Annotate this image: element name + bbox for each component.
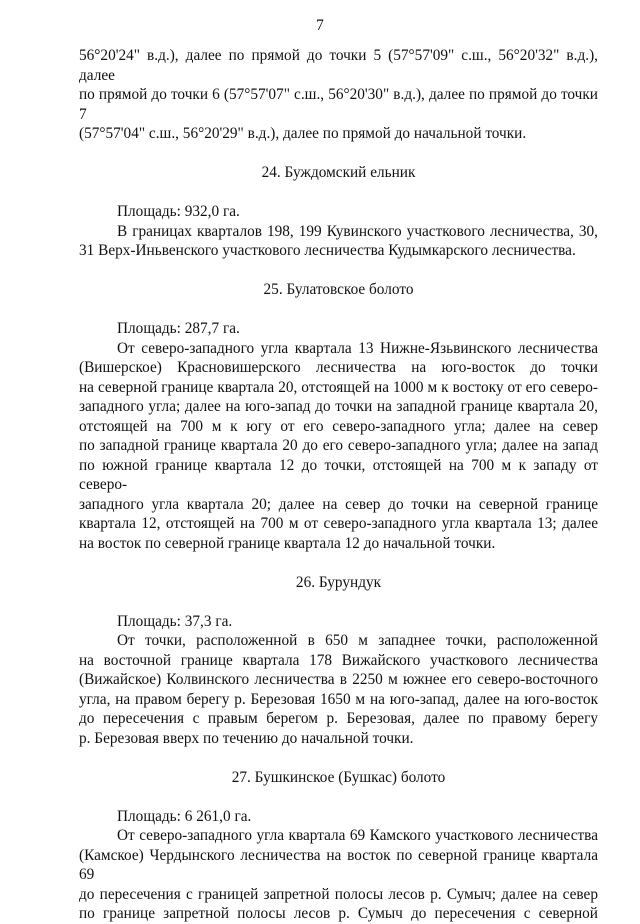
intro-line: 56°20'24" в.д.), далее по прямой до точки 5 (57°57'09" с.ш., 56°20'32" в.д.), далее [79, 47, 598, 84]
section-area: Площадь: 287,7 га. [117, 320, 240, 337]
section-line: до пересечения с правым берегом р. Березовая, далее по правому берегу [79, 710, 598, 727]
section-heading: 27. Бушкинское (Бушкас) болото [231, 768, 446, 786]
section-line: угла, на правом берегу р. Березовая 1650 м на юго-запад, далее на юго-восток [79, 690, 598, 708]
section-line: западного угла; далее на юго-запад до точки на западной границе квартала 20, [79, 398, 598, 415]
section-area: Площадь: 932,0 га. [117, 203, 240, 220]
section-line: по границе запретной полосы лесов р. Сумыч до пересечения с северной [79, 905, 598, 922]
section-line: (Вижайское) Колвинского лесничества в 2250 м южнее его северо-восточного [79, 671, 598, 688]
section-line: (Вишерское) Красновишерского лесничества на юго-восток до точки [79, 359, 598, 376]
section-line: на восток по северной границе квартала 12 до начальной точки. [79, 534, 496, 552]
section-line: на восточной границе квартала 178 Вижайского участкового лесничества [79, 651, 598, 669]
intro-line: (57°57'04" с.ш., 56°20'29" в.д.), далее по прямой до начальной точки. [79, 125, 527, 142]
section-line: квартала 12, отстоящей на 700 м от северо-западного угла квартала 13; далее [79, 515, 598, 532]
section-line: до пересечения с границей запретной полосы лесов р. Сумыч; далее на север [79, 885, 598, 903]
section-line: западного угла квартала 20; далее на север до точки на северной границе [79, 495, 598, 513]
section-line: по западной границе квартала 20 до его северо-западного угла; далее на запад [79, 437, 598, 454]
section-heading: 24. Буждомский ельник [261, 164, 416, 181]
section-area: Площадь: 37,3 га. [117, 612, 233, 630]
section-heading: 26. Бурундук [295, 573, 382, 591]
section-line: отстоящей на 700 м к югу от его северо-западного угла; далее на север [79, 417, 598, 435]
section-line: р. Березовая вверх по течению до начальной точки. [79, 729, 414, 747]
section-area: Площадь: 6 261,0 га. [117, 807, 252, 825]
section-line: От точки, расположенной в 650 м западнее точки, расположенной [117, 632, 598, 649]
section-line: 31 Верх-Иньвенского участкового лесничества Кудымкарского лесничества. [79, 242, 576, 259]
intro-line: по прямой до точки 6 (57°57'07" с.ш., 56°20'30" в.д.), далее по прямой до точки 7 [79, 86, 598, 123]
page-number: 7 [316, 17, 324, 34]
section-line: на северной границе квартала 20, отстоящей на 1000 м к востоку от его северо- [79, 378, 598, 396]
section-line: по южной границе квартала 12 до точки, отстоящей на 700 м к западу от северо- [79, 456, 598, 493]
section-line: (Камское) Чердынского лесничества на восток по северной границе квартала 69 [79, 846, 598, 883]
section-line: В границах кварталов 198, 199 Кувинского участкового лесничества, 30, [117, 222, 598, 240]
section-line: От северо-западного угла квартала 13 Нижне-Язьвинского лесничества [117, 339, 598, 357]
page-text [79, 46, 598, 924]
section-line: От северо-западного угла квартала 69 Камского участкового лесничества [117, 827, 598, 844]
section-heading: 25. Булатовское болото [263, 281, 414, 298]
